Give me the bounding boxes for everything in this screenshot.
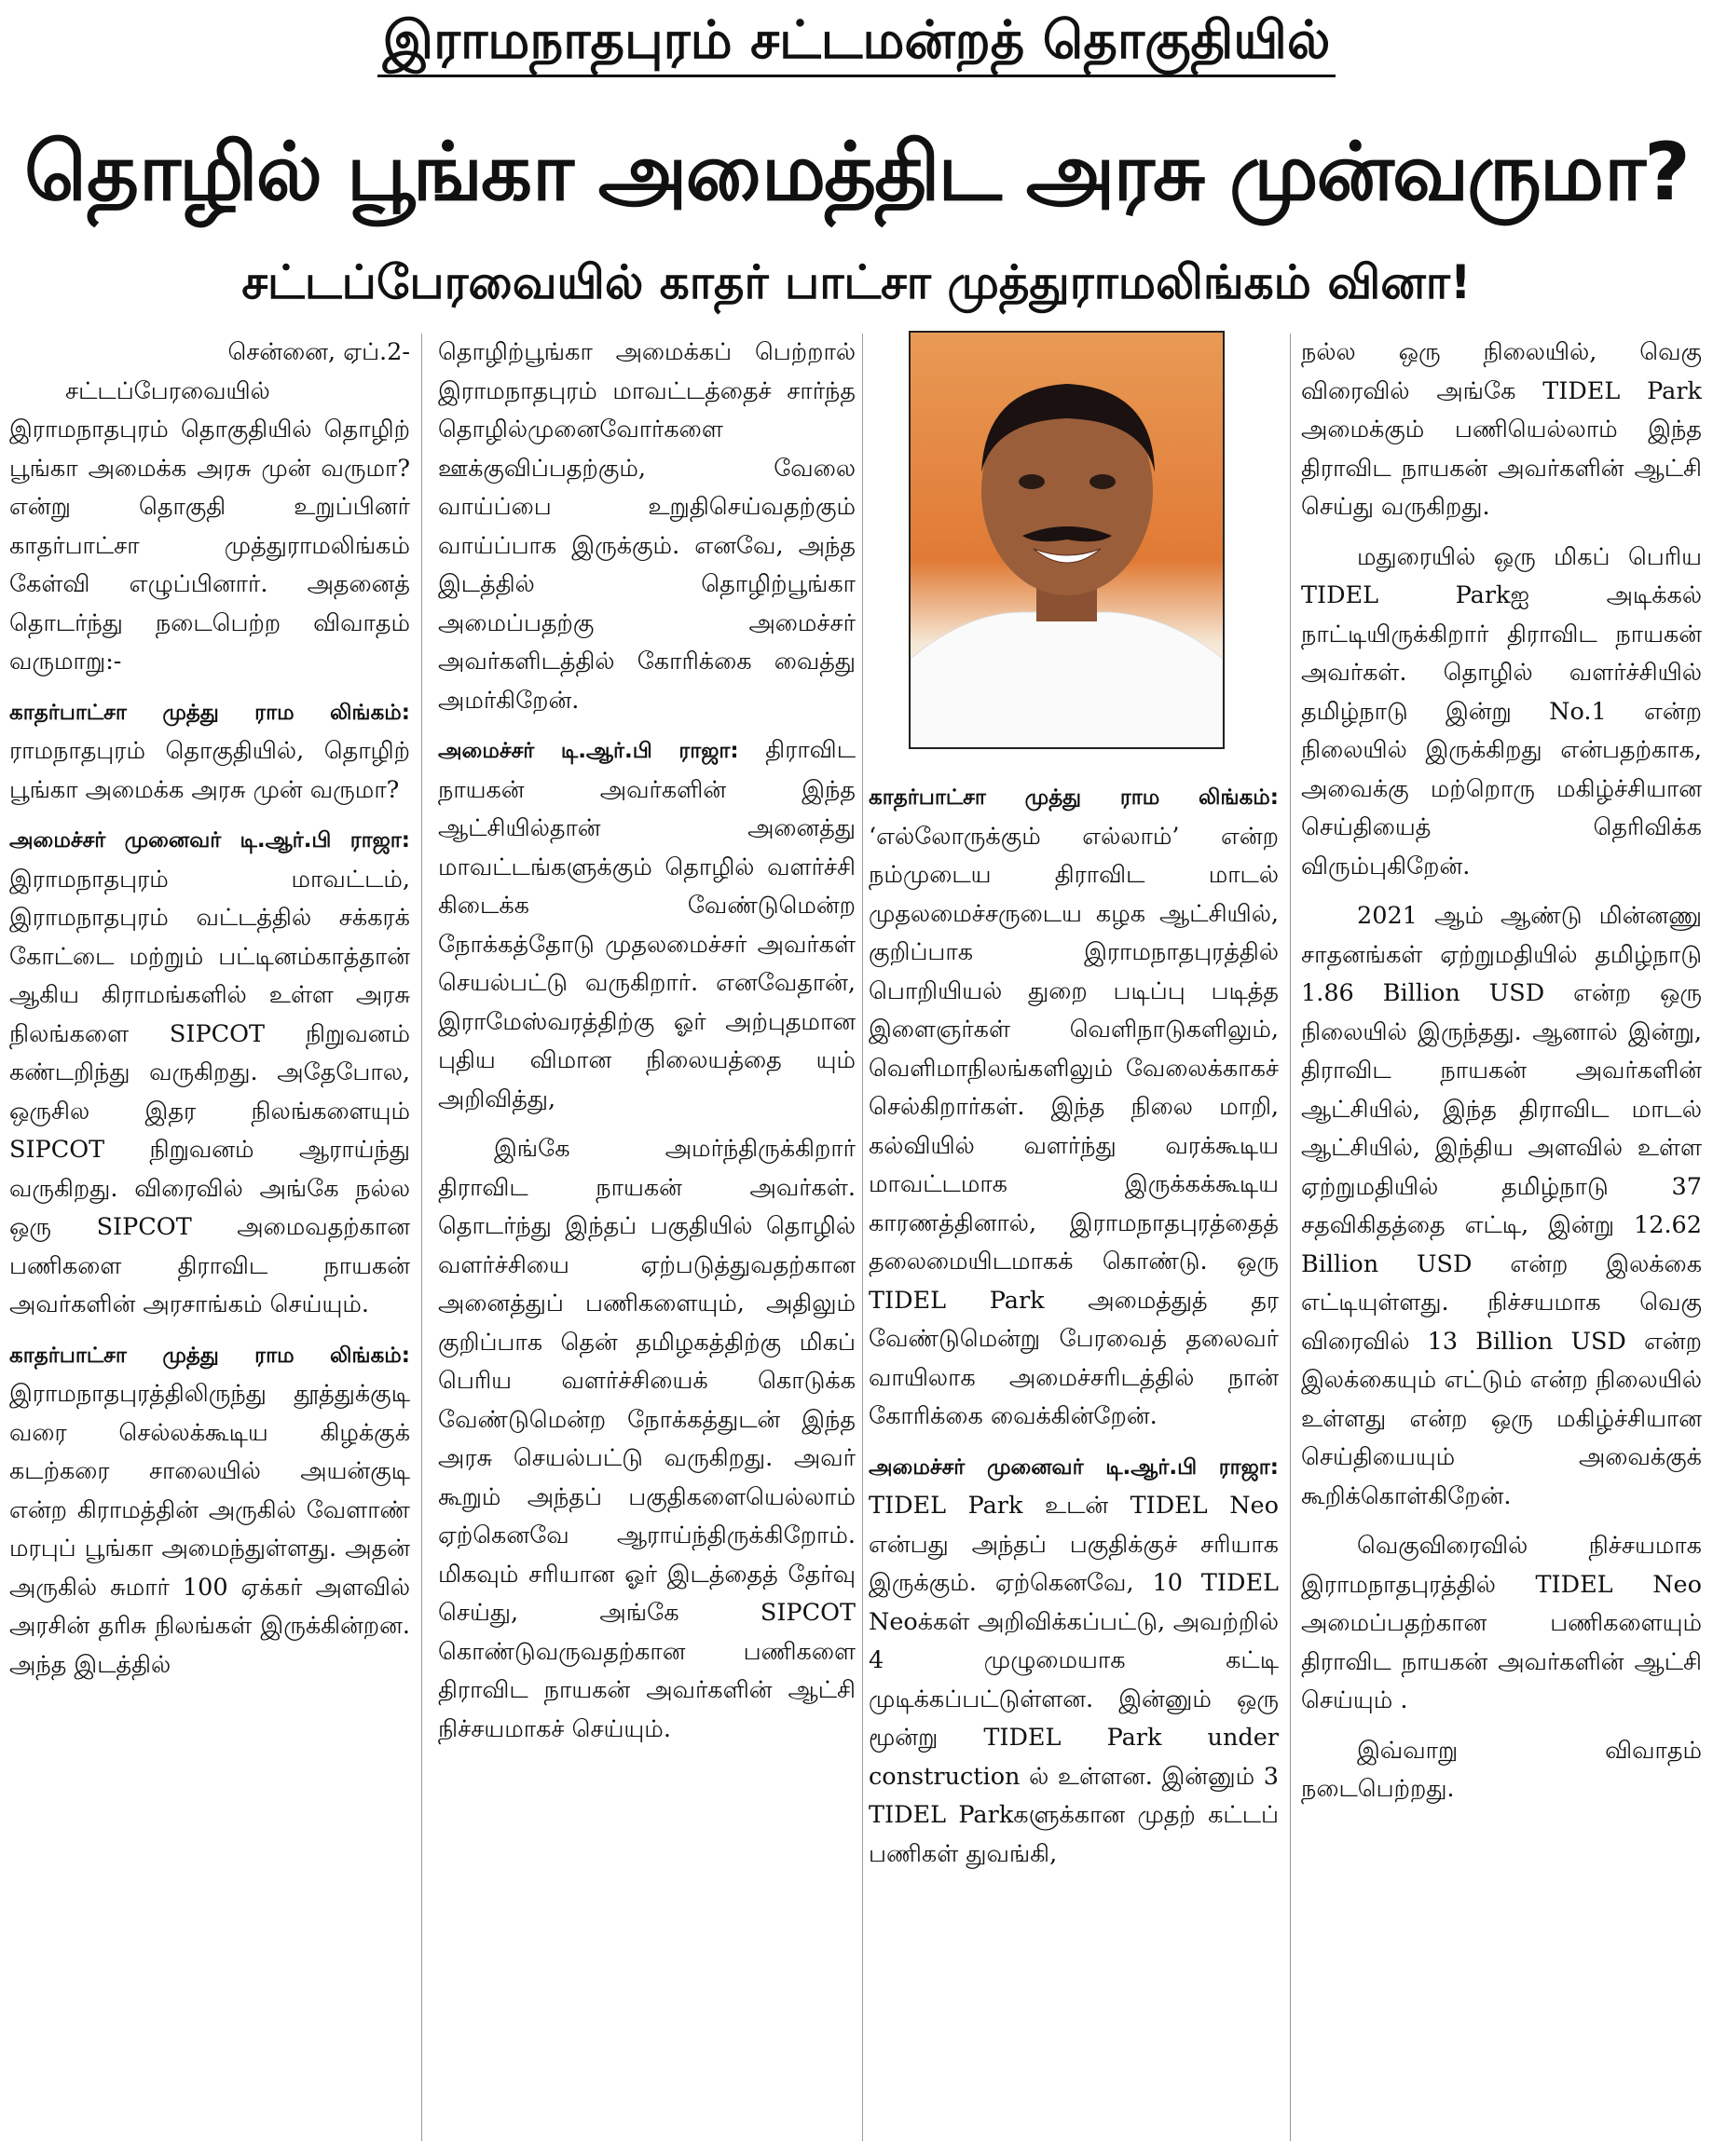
- headline: தொழில் பூங்கா அமைத்திட அரசு முன்வருமா?: [24, 126, 1689, 219]
- article-column-4: [1301, 334, 1702, 1821]
- speech-text: இராமநாதபுரத்திலிருந்து தூத்துக்குடி வரை செல்லக்கூடிய கிழக்குக் கடற்கரை சாலையில் அயன்குடி என்ற கிராமத்தின் அருகில் வேளாண் மரபுப் பூங்கா அமைந்துள்ளது. அதன் அருகில் சுமார் 100 ஏக்கர் அளவில் அரசின் தரிசு நிலங்கள் இருக்கின்றன. அந்த இடத்தில்: [9, 1380, 410, 1679]
- kicker-line: [0, 7, 1713, 77]
- dateline: சென்னை, ஏப்.2-: [227, 338, 410, 366]
- speaker-name: காதர்பாட்சா முத்து ராம லிங்கம்:: [9, 1343, 410, 1368]
- portrait-illustration: [911, 333, 1223, 747]
- column-rule: [421, 334, 422, 2141]
- speech-text: இராமநாதபுரம் மாவட்டம், இராமநாதபுரம் வட்டத்தில் சக்கரக் கோட்டை மற்றும் பட்டினம்காத்தான் ஆகிய கிராமங்களில் உள்ள அரசு நிலங்களை SIPCOT நிறுவனம் கண்டறிந்து வருகிறது. அதேபோல, ஒருசில இதர நிலங்களையும் SIPCOT நிறுவனம் ஆராய்ந்து வருகிறது. விரைவில் அங்கே நல்ல ஒரு SIPCOT அமைவதற்கான பணிகளை திராவிட நாயகன் அவர்களின் அரசாங்கம் செய்யும்.: [9, 865, 410, 1318]
- speech-paragraph: [9, 693, 410, 811]
- speech-text: ‘எல்லோருக்கும் எல்லாம்’ என்ற நம்முடைய திராவிட மாடல் முதலமைச்சருடைய கழக ஆட்சியில், குறிப்பாக இராமநாதபுரத்தில் பொறியியல் துறை படிப்பு படித்த இளைஞர்கள் வெளிநாடுகளிலும், வெளிமாநிலங்களிலும் வேலைக்காகச் செல்கிறார்கள். இந்த நிலை மாறி, கல்வியில் வளர்ந்து வரக்கூடிய மாவட்டமாக இருக்கக்கூடிய காரணத்தினால், இராமநாதபுரத்தைத் தலைமையிடமாகக் கொண்டு. ஒரு TIDEL Park அமைத்துத் தர வேண்டுமென்று பேரவைத் தலைவர் வாயிலாக அமைச்சரிடத்தில் நான் கோரிக்கை வைக்கின்றேன்.: [869, 822, 1279, 1430]
- body-paragraph: இங்கே அமர்ந்திருக்கிறார் திராவிட நாயகன் அவர்கள். தொடர்ந்து இந்தப் பகுதியில் தொழில் வளர்ச்சியை ஏற்படுத்துவதற்கான அனைத்துப் பணிகளையும், அதிலும் குறிப்பாக தென் தமிழகத்திற்கு மிகப் பெரிய வளர்ச்சியைக் கொடுக்க வேண்டுமென்ற நோக்கத்துடன் இந்த அரசு செயல்பட்டு வருகிறது. அவர் கூறும் அந்தப் பகுதிகளையெல்லாம் ஏற்கெனவே ஆராய்ந்திருக்கிறோம். மிகவும் சரியான ஓர் இடத்தைத் தேர்வு செய்து, அங்கே SIPCOT கொண்டுவருவதற்கான பணிகளை திராவிட நாயகன் அவர்களின் ஆட்சி நிச்சயமாகச் செய்யும்.: [438, 1135, 856, 1743]
- speaker-name: அமைச்சர் முனைவர் டி.ஆர்.பி ராஜா:: [9, 828, 410, 853]
- speech-paragraph: [9, 1336, 410, 1685]
- article-column-3: [869, 778, 1279, 1885]
- speech-paragraph: [9, 821, 410, 1325]
- speaker-name: காதர்பாட்சா முத்து ராம லிங்கம்:: [9, 700, 410, 725]
- mla-portrait-photo: [909, 331, 1225, 749]
- article-column-1: [9, 334, 410, 1696]
- speech-paragraph: [869, 1448, 1279, 1875]
- article-column-2: [438, 334, 856, 1760]
- column-rule: [1290, 334, 1291, 2141]
- body-paragraph: தொழிற்பூங்கா அமைக்கப் பெற்றால் இராமநாதபுரம் மாவட்டத்தைச் சார்ந்த தொழில்முனைவோர்களை ஊக்குவிப்பதற்கும், வேலை வாய்ப்பை உறுதிசெய்வதற்கும் வாய்ப்பாக இருக்கும். எனவே, அந்த இடத்தில் தொழிற்பூங்கா அமைப்பதற்கு அமைச்சர் அவர்களிடத்தில் கோரிக்கை வைத்து அமர்கிறேன்.: [438, 338, 856, 715]
- speech-text: TIDEL Park உடன் TIDEL Neo என்பது அந்தப் பகுதிக்குச் சரியாக இருக்கும். ஏற்கெனவே, 10 TIDEL Neoக்கள் அறிவிக்கப்பட்டு, அவற்றில் 4 முழுமையாக கட்டி முடிக்கப்பட்டுள்ளன. இன்னும் ஒரு மூன்று TIDEL Park under construction ல் உள்ளன. இன்னும் 3 TIDEL Parkகளுக்கான முதற் கட்டப் பணிகள் துவங்கி,: [869, 1492, 1279, 1868]
- intro-paragraph: சட்டப்பேரவையில் இராமநாதபுரம் தொகுதியில் தொழிற் பூங்கா அமைக்க அரசு முன் வருமா? என்று தொகுதி உறுப்பினர் காதர்பாட்சா முத்துராமலிங்கம் கேள்வி எழுப்பினார். அதனைத் தொடர்ந்து நடைபெற்ற விவாதம் வருமாறு:-: [9, 376, 410, 675]
- speech-text: திராவிட நாயகன் அவர்களின் இந்த ஆட்சியில்தான் அனைத்து மாவட்டங்களுக்கும் தொழில் வளர்ச்சி கிடைக்க வேண்டுமென்ற நோக்கத்தோடு முதலமைச்சர் அவர்கள் செயல்பட்டு வருகிறார். எனவேதான், இராமேஸ்வரத்திற்கு ஓர் அற்புதமான புதிய விமான நிலையத்தை யும் அறிவித்து,: [438, 736, 856, 1113]
- speaker-name: அமைச்சர் முனைவர் டி.ஆர்.பி ராஜா:: [869, 1454, 1279, 1480]
- subheadline: சட்டப்பேரவையில் காதர் பாட்சா முத்துராமலிங்கம் வினா!: [241, 255, 1472, 309]
- body-paragraph: 2021 ஆம் ஆண்டு மின்னணு சாதனங்கள் ஏற்றுமதியில் தமிழ்நாடு 1.86 Billion USD என்ற ஒரு நிலையில் இருந்தது. ஆனால் இன்று, திராவிட நாயகன் அவர்களின் ஆட்சியில், இந்த திராவிட மாடல் ஆட்சியில், இந்திய அளவில் உள்ள ஏற்றுமதியில் தமிழ்நாடு 37 சதவிகிதத்தை எட்டி, இன்று 12.62 Billion USD என்ற இலக்கை எட்டியுள்ளது. நிச்சயமாக வெகு விரைவில் 13 Billion USD என்ற இலக்கையும் எட்டும் என்ற நிலையில் உள்ளது என்ற ஒரு மகிழ்ச்சியான செய்தியையும் அவைக்குக் கூறிக்கொள்கிறேன்.: [1301, 902, 1702, 1510]
- body-paragraph: இவ்வாறு விவாதம் நடைபெற்றது.: [1301, 1736, 1702, 1803]
- speech-paragraph: [438, 731, 856, 1119]
- kicker-text: இராமநாதபுரம் சட்டமன்றத் தொகுதியில்: [377, 7, 1336, 77]
- column-rule: [862, 334, 863, 2141]
- body-paragraph: நல்ல ஒரு நிலையில், வெகு விரைவில் அங்கே TIDEL Park அமைக்கும் பணியெல்லாம் இந்த திராவிட நாயகன் அவர்களின் ஆட்சி செய்து வருகிறது.: [1301, 338, 1702, 521]
- body-paragraph: வெகுவிரைவில் நிச்சயமாக இராமநாதபுரத்தில் TIDEL Neo அமைப்பதற்கான பணிகளையும் திராவிட நாயகன் அவர்களின் ஆட்சி செய்யும் .: [1301, 1532, 1702, 1714]
- speech-paragraph: [869, 778, 1279, 1437]
- speech-text: ராமநாதபுரம் தொகுதியில், தொழிற் பூங்கா அமைக்க அரசு முன் வருமா?: [9, 737, 410, 804]
- speaker-name: அமைச்சர் டி.ஆர்.பி ராஜா:: [438, 739, 739, 763]
- body-paragraph: மதுரையில் ஒரு மிகப் பெரிய TIDEL Parkஐ அடிக்கல் நாட்டியிருக்கிறார் திராவிட நாயகன் அவர்கள். தொழில் வளர்ச்சியில் தமிழ்நாடு இன்று No.1 என்ற நிலையில் இருக்கிறது என்பதற்காக, அவைக்கு மற்றொரு மகிழ்ச்சியான செய்தியைத் தெரிவிக்க விரும்புகிறேன்.: [1301, 542, 1702, 880]
- speaker-name: காதர்பாட்சா முத்து ராம லிங்கம்:: [869, 785, 1279, 810]
